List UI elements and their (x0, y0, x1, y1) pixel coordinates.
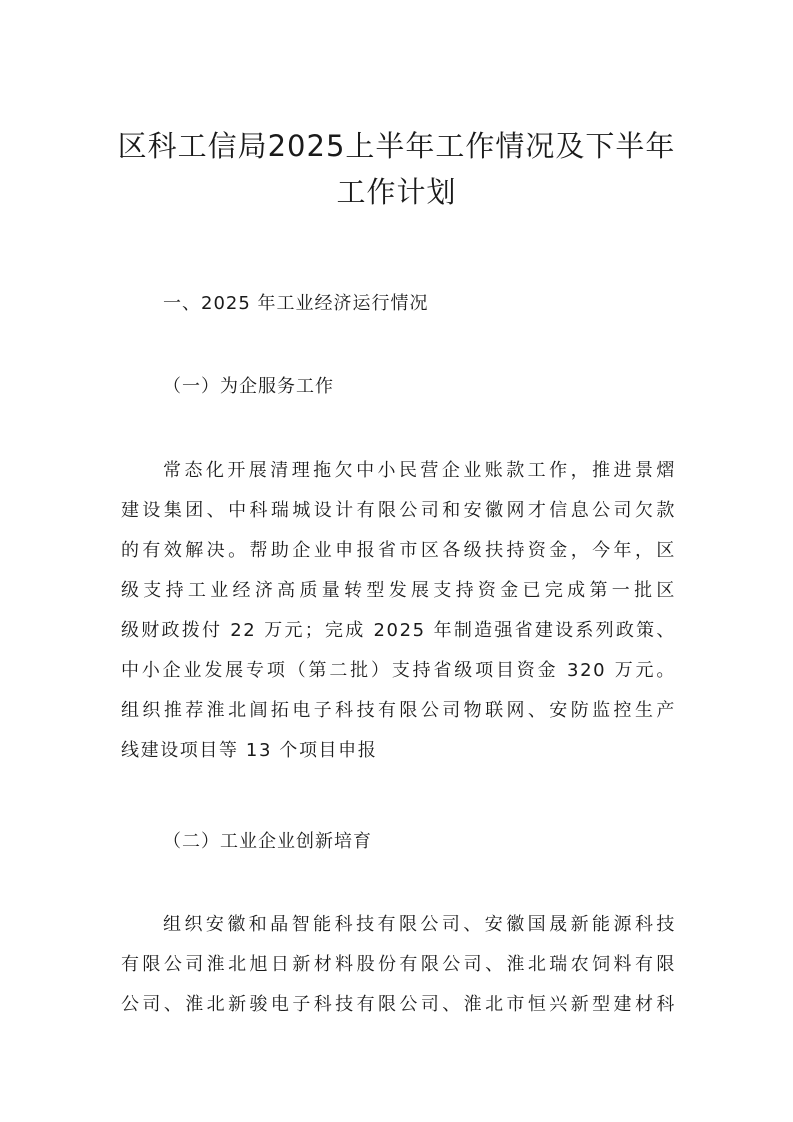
paragraph-line: 建设集团、中科瑞城设计有限公司和安徽网才信息公司欠款 (121, 500, 676, 521)
subsection-heading-1: （一）为企服务工作 (163, 376, 334, 397)
paragraph-line: 的有效解决。帮助企业申报省市区各级扶持资金，今年，区 (121, 540, 676, 561)
paragraph-innovation-cultivation (121, 905, 676, 1025)
paragraph-line: 线建设项目等 13 个项目申报 (121, 740, 378, 761)
document-title-line-2: 工作计划 (336, 175, 457, 209)
subsection-heading-2: （二）工业企业创新培育 (163, 831, 372, 852)
paragraph-line: 组织安徽和晶智能科技有限公司、安徽国晟新能源科技 (163, 914, 676, 935)
section-heading-1: 一、2025 年工业经济运行情况 (163, 293, 429, 314)
paragraph-line: 组织推荐淮北阊拓电子科技有限公司物联网、安防监控生产 (121, 700, 676, 721)
document-title-line-1: 区科工信局2025上半年工作情况及下半年 (117, 129, 676, 163)
paragraph-line: 中小企业发展专项（第二批）支持省级项目资金 320 万元。 (121, 660, 676, 681)
paragraph-line: 级财政拨付 22 万元；完成 2025 年制造强省建设系列政策、 (121, 620, 676, 641)
paragraph-line: 级支持工业经济高质量转型发展支持资金已完成第一批区 (121, 580, 676, 601)
paragraph-line: 有限公司淮北旭日新材料股份有限公司、淮北瑞农饲料有限 (121, 954, 676, 975)
paragraph-line: 公司、淮北新骏电子科技有限公司、淮北市恒兴新型建材科 (121, 994, 676, 1015)
paragraph-enterprise-service (121, 451, 676, 771)
paragraph-line: 常态化开展清理拖欠中小民营企业账款工作，推进景熠 (163, 460, 676, 481)
